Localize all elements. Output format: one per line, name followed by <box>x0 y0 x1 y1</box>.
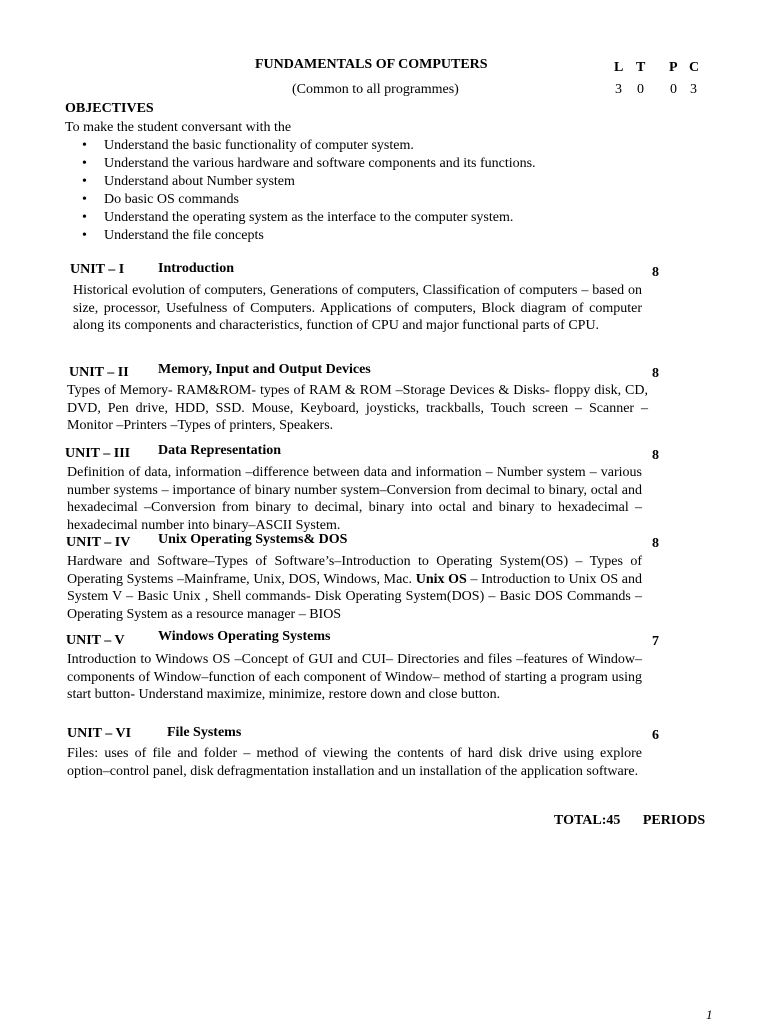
ltpc-value-t: 0 <box>637 82 644 97</box>
total-periods: TOTAL:45 PERIODS <box>554 813 706 828</box>
ltpc-value-l: 3 <box>615 82 622 97</box>
objective-item: • Understand the file concepts <box>82 227 536 245</box>
unit-1-title: Introduction <box>158 261 234 276</box>
unit-2-hours: 8 <box>652 366 659 381</box>
unit-3-code: UNIT – III <box>65 446 131 461</box>
unit-4-text-part-1: Hardware and Software–Types of Software’s–Introduction to Operating System(OS) – Types of Operating Systems –Mainframe, Unix, DOS, Windows, Mac. <box>67 554 642 587</box>
page-number: 1 <box>706 1007 713 1022</box>
unit-3-title: Data Representation <box>158 443 282 458</box>
course-subtitle: (Common to all programmes) <box>292 82 459 97</box>
unit-2-code: UNIT – II <box>69 365 129 380</box>
unit-4-code: UNIT – IV <box>66 535 131 550</box>
unit-6-hours: 6 <box>652 728 659 743</box>
ltpc-label-l: L <box>614 60 624 75</box>
unit-3-hours: 8 <box>652 448 659 463</box>
unit-2-title: Memory, Input and Output Devices <box>158 362 371 377</box>
ltpc-header <box>614 60 699 76</box>
unit-2-description: Types of Memory- RAM&ROM- types of RAM & ROM –Storage Devices & Disks- floppy disk, CD, DVD, Pen drive, HDD, SSD. Mouse, Keyboard, joysticks, trackballs, Touch screen – Scanner –Monitor –Printers –Types of printers, Speakers. <box>67 383 648 433</box>
course-title: FUNDAMENTALS OF COMPUTERS <box>255 57 488 72</box>
objectives-intro: To make the student conversant with the <box>65 120 292 135</box>
unit-4-description <box>67 553 642 623</box>
unit-4-bold-phrase: Unix OS <box>415 571 467 587</box>
unit-1-hours: 8 <box>652 265 659 280</box>
ltpc-label-c: C <box>689 60 700 75</box>
unit-4-hours: 8 <box>652 536 659 551</box>
unit-6-title: File Systems <box>167 725 242 740</box>
unit-4-title: Unix Operating Systems& DOS <box>158 532 348 547</box>
unit-5-hours: 7 <box>652 634 659 649</box>
unit-1-code: UNIT – I <box>70 262 125 277</box>
ltpc-value-p: 0 <box>670 82 677 97</box>
unit-5-description: Introduction to Windows OS –Concept of GUI and CUI– Directories and files –features of Window–components of Window–function of each component of Window– method of starting a program using start button- Understand maximize, minimize, restore down and close button. <box>67 652 642 702</box>
objectives-heading: OBJECTIVES <box>65 101 154 116</box>
unit-6-description: Files: uses of file and folder – method of viewing the contents of hard disk drive using explore option–control panel, disk defragmentation installation and un installation of the application software. <box>67 746 642 779</box>
ltpc-value-c: 3 <box>690 82 697 97</box>
unit-6-code: UNIT – VI <box>67 726 132 741</box>
ltpc-label-p: P <box>669 60 678 75</box>
ltpc-values <box>615 82 697 98</box>
unit-5-code: UNIT – V <box>66 633 125 648</box>
unit-4-text-part-2: – Introduction to Unix OS and System V – Basic Unix , Shell commands- Disk Operating System(DOS) – Basic DOS Commands – Operating System as a resource manager – BIOS <box>67 571 642 622</box>
objective-item: • Understand the various hardware and software components and its functions. <box>82 155 536 173</box>
unit-5-title: Windows Operating Systems <box>158 629 331 644</box>
objective-item: • Understand the operating system as the interface to the computer system. <box>82 209 536 227</box>
unit-3-description: Definition of data, information –difference between data and information – Number system – various number systems – importance of binary number system–Conversion from decimal to binary, octal and hexadecimal –Conversion from binary to decimal, binary into octal and binary to hexadecimal –hexadecimal number into binary–ASCII System. <box>67 465 642 533</box>
objectives-list <box>82 137 536 245</box>
ltpc-label-t: T <box>636 60 646 75</box>
objective-item: • Understand about Number system <box>82 173 536 191</box>
objective-item: • Understand the basic functionality of computer system. <box>82 137 536 155</box>
unit-1-description: Historical evolution of computers, Generations of computers, Classification of computers – based on size, processor, Usefulness of Computers. Applications of computers, Block diagram of computer along its components and characteristics, function of CPU and major functional parts of CPU. <box>73 283 642 333</box>
objective-item: • Do basic OS commands <box>82 191 536 209</box>
